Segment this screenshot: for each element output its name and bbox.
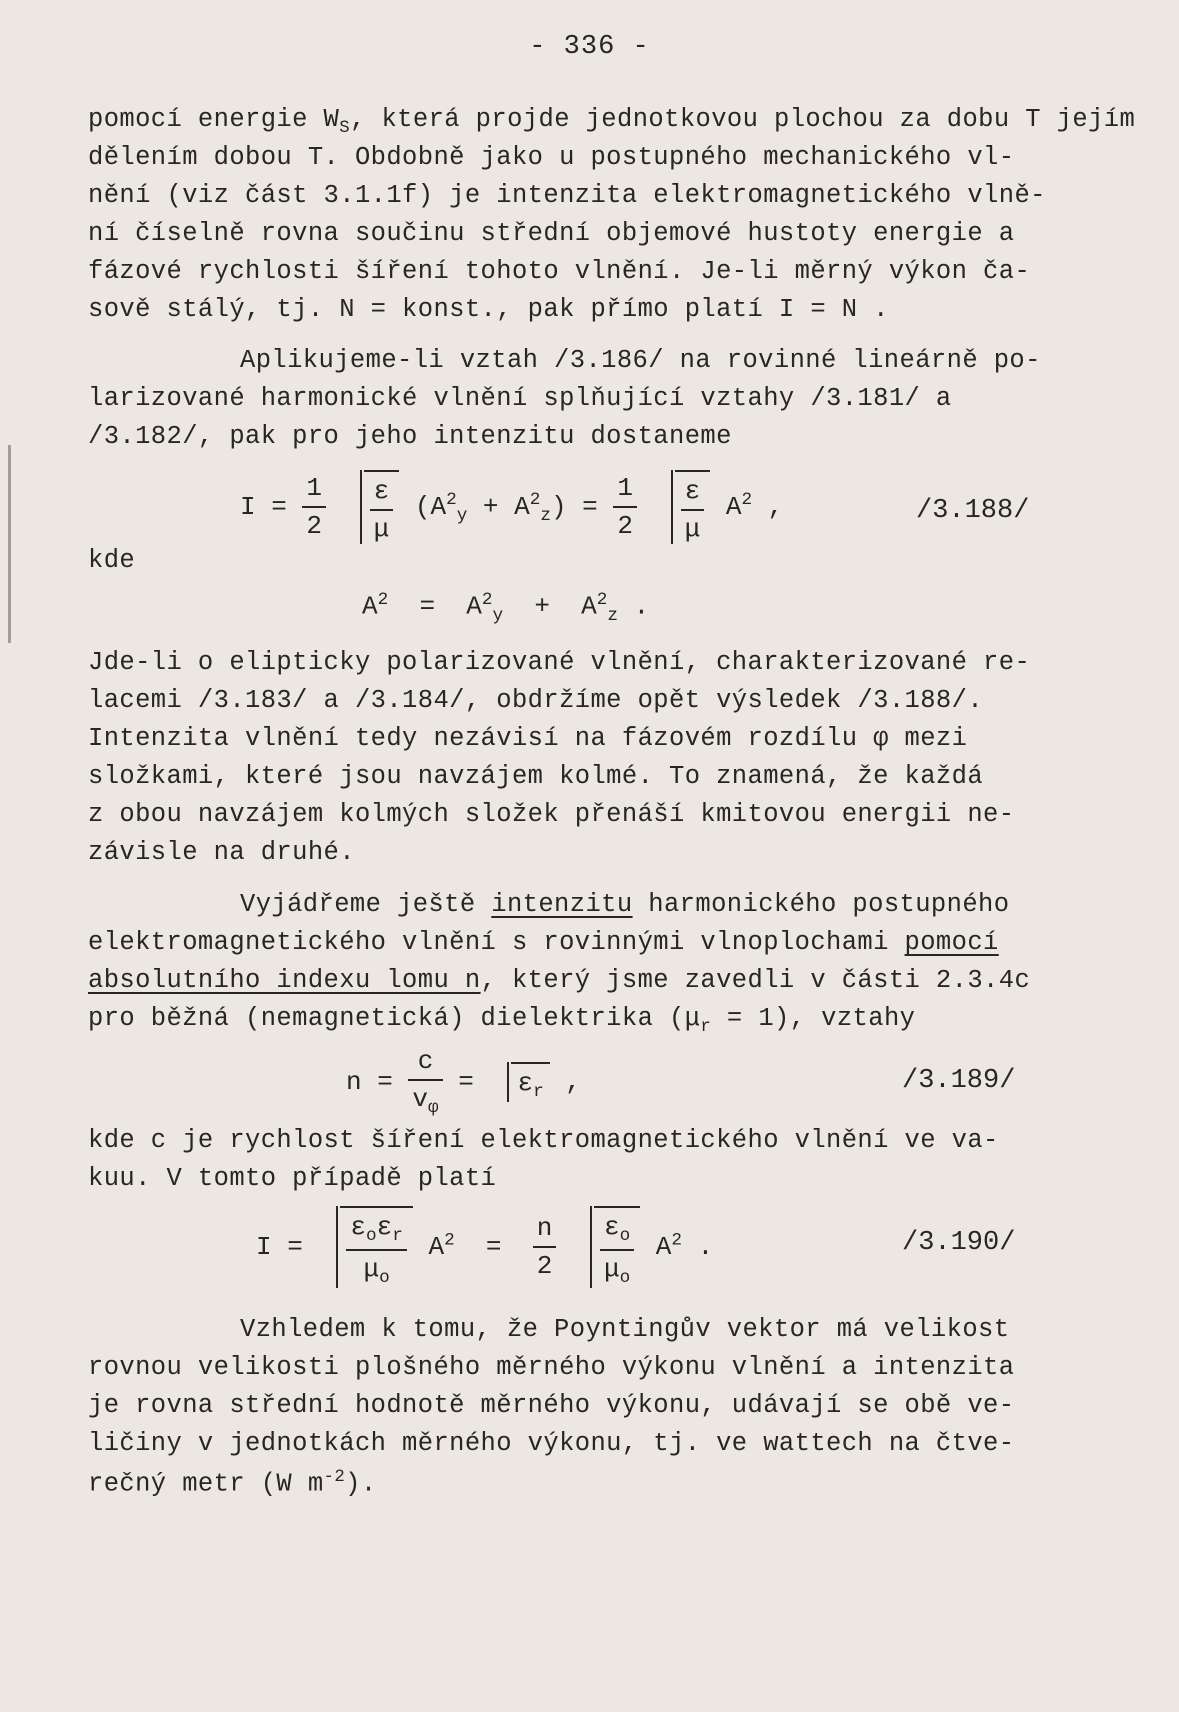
text-line-17: elektromagnetického vlnění s rovinnými vlnoplochami pomocí: [88, 928, 999, 957]
page-number: - 336 -: [529, 32, 650, 62]
text-line-5: fázové rychlosti šíření tohoto vlnění. Je-li měrný výkon ča-: [88, 257, 1031, 286]
text-line-2: dělením dobou T. Obdobně jako u postupného mechanického vl-: [88, 143, 1015, 172]
text-line-21: kuu. V tomto případě platí: [88, 1164, 497, 1193]
text-line-7: Aplikujeme-li vztah /3.186/ na rovinné lineárně po-: [240, 346, 1041, 375]
text-line-24: je rovna střední hodnotě měrného výkonu, udávají se obě ve-: [88, 1391, 1015, 1420]
equation-amplitude: $A^2 = A^2_y + A^2_z$ .: [362, 590, 650, 626]
text-line-9: /3.182/, pak pro jeho intenzitu dostaneme: [88, 422, 732, 451]
text-line-25: ličiny v jednotkách měrného výkonu, tj. ve wattech na čtve-: [88, 1429, 1015, 1458]
text-line-26: rečný metr (W $m^{-2}$).: [88, 1468, 377, 1499]
kde-label: kde: [88, 546, 136, 575]
text-line-3: nění (viz část 3.1.1f) je intenzita elektromagnetického vlně-: [88, 181, 1046, 210]
equation-3-190: I = $\frac{\varepsilon_o\varepsilon_r}{\mu_o}$ $A^2$ = $\frac{n}{2}$ $\frac{\varepsilon_o}{\mu_o}$ $A^2$ .: [256, 1206, 713, 1288]
equation-number-3-188: /3.188/: [916, 496, 1030, 526]
equation-3-188: I = $\frac{1}{2}$ $\frac{\varepsilon}{\mu}$ $(A^2_y + A^2_z)$ = $\frac{1}{2}$ $\frac{\varepsilon}{\mu}$ $A^2$ ,: [240, 470, 783, 544]
scan-mark: [8, 445, 11, 643]
text-line-19: pro běžná (nemagnetická) dielektrika $(\mu_r = 1)$, vztahy: [88, 1004, 916, 1038]
text-line-6: sově stálý, tj. N = konst., pak přímo platí I = N .: [88, 295, 889, 324]
text-line-12: Intenzita vlnění tedy nezávisí na fázovém rozdílu φ mezi: [88, 724, 968, 753]
equation-number-3-190: /3.190/: [902, 1228, 1016, 1258]
text-line-1: pomocí energie $W_S$, která projde jednotkovou plochou za dobu T jejím: [88, 105, 1136, 139]
text-line-15: závisle na druhé.: [88, 838, 355, 867]
text-line-13: složkami, které jsou navzájem kolmé. To znamená, že každá: [88, 762, 984, 791]
equation-number-3-189: /3.189/: [902, 1066, 1016, 1096]
text-line-8: larizované harmonické vlnění splňující vztahy /3.181/ a: [88, 384, 952, 413]
text-line-23: rovnou velikosti plošného měrného výkonu vlnění a intenzita: [88, 1353, 1015, 1382]
text-line-20: kde c je rychlost šíření elektromagnetického vlnění ve va-: [88, 1126, 999, 1155]
text-line-10: Jde-li o elipticky polarizované vlnění, charakterizované re-: [88, 648, 1031, 677]
equation-3-189: n = $\frac{c}{v_\varphi}$ = $\varepsilon_r$ ,: [346, 1046, 581, 1119]
text-line-18: absolutního indexu lomu n, který jsme zavedli v části 2.3.4c: [88, 966, 1031, 995]
text-line-16: Vyjádřeme ještě intenzitu harmonického postupného: [240, 890, 1010, 919]
text-line-14: z obou navzájem kolmých složek přenáší kmitovou energii ne-: [88, 800, 1015, 829]
text-line-22: Vzhledem k tomu, že Poyntingův vektor má velikost: [240, 1315, 1010, 1344]
text-line-4: ní číselně rovna součinu střední objemové hustoty energie a: [88, 219, 1015, 248]
text-line-11: lacemi /3.183/ a /3.184/, obdržíme opět výsledek /3.188/.: [88, 686, 984, 715]
